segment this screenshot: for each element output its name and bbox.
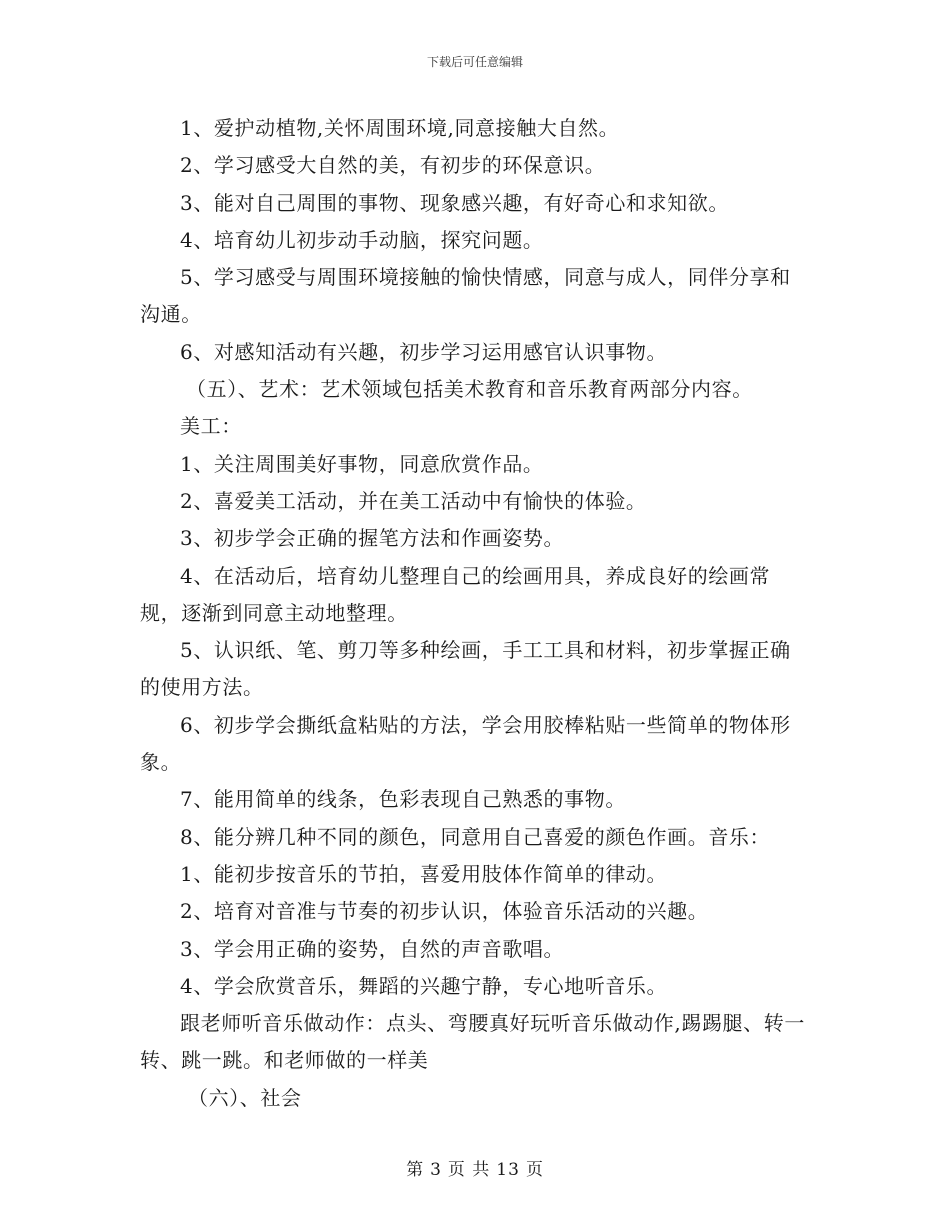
section-heading: （五）、艺术：艺术领域包括美术教育和音乐教育两部分内容。 [186,377,753,402]
paragraph: 跟老师听音乐做动作：点头、弯腰真好玩听音乐做动作,踢踢腿、转一转、跳一跳。和老师做的一样美 [140,1011,805,1073]
subsection-heading: 美工： [180,414,242,439]
footer-mid: 页 共 [447,1160,491,1180]
paragraph: 5、学习感受与周围环境接触的愉快情感，同意与成人，同伴分享和沟通。 [140,265,791,327]
paragraph: 1、爱护动植物,关怀周围环境,同意接触大自然。 [180,116,620,140]
section-heading: （六）、社会 [188,1085,302,1110]
footer-suffix: 页 [525,1160,544,1180]
paragraph: 1、能初步按音乐的节拍，喜爱用肢体作简单的律动。 [180,861,668,886]
paragraph: 4、培育幼儿初步动手动脑，探究问题。 [180,227,544,252]
paragraph: 8、能分辨几种不同的颜色，同意用自己喜爱的颜色作画。音乐： [180,824,771,849]
paragraph: 3、学会用正确的姿势，自然的声音歌唱。 [180,936,565,961]
paragraph: 2、喜爱美工活动，并在美工活动中有愉快的体验。 [180,488,647,513]
paragraph: 3、初步学会正确的握笔方法和作画姿势。 [180,526,565,551]
page-footer [0,1155,950,1180]
paragraph: 6、对感知活动有兴趣，初步学习运用感官认识事物。 [180,339,668,364]
footer-prefix: 第 [406,1160,425,1180]
document-body [140,110,810,1117]
page-header: 下载后可任意编辑 [426,55,523,69]
paragraph: 7、能用简单的线条，色彩表现自己熟悉的事物。 [180,787,626,812]
paragraph: 4、学会欣赏音乐，舞蹈的兴趣宁静，专心地听音乐。 [180,973,668,998]
paragraph: 6、初步学会撕纸盒粘贴的方法，学会用胶棒粘贴一些简单的物体形象。 [140,712,791,775]
paragraph: 2、学习感受大自然的美，有初步的环保意识。 [180,153,606,178]
paragraph: 3、能对自己周围的事物、现象感兴趣，有好奇心和求知欲。 [180,190,729,215]
paragraph: 2、培育对音准与节奏的初步认识，体验音乐活动的兴趣。 [180,899,709,924]
footer-current-page: 3 [430,1160,442,1180]
paragraph: 4、在活动后，培育幼儿整理自己的绘画用具，养成良好的绘画常规，逐渐到同意主动地整理。 [140,563,771,625]
paragraph: 1、关注周围美好事物，同意欣赏作品。 [180,451,544,476]
paragraph: 5、认识纸、笔、剪刀等多种绘画，手工工具和材料，初步掌握正确的使用方法。 [140,638,791,700]
footer-total-pages: 13 [496,1160,520,1180]
